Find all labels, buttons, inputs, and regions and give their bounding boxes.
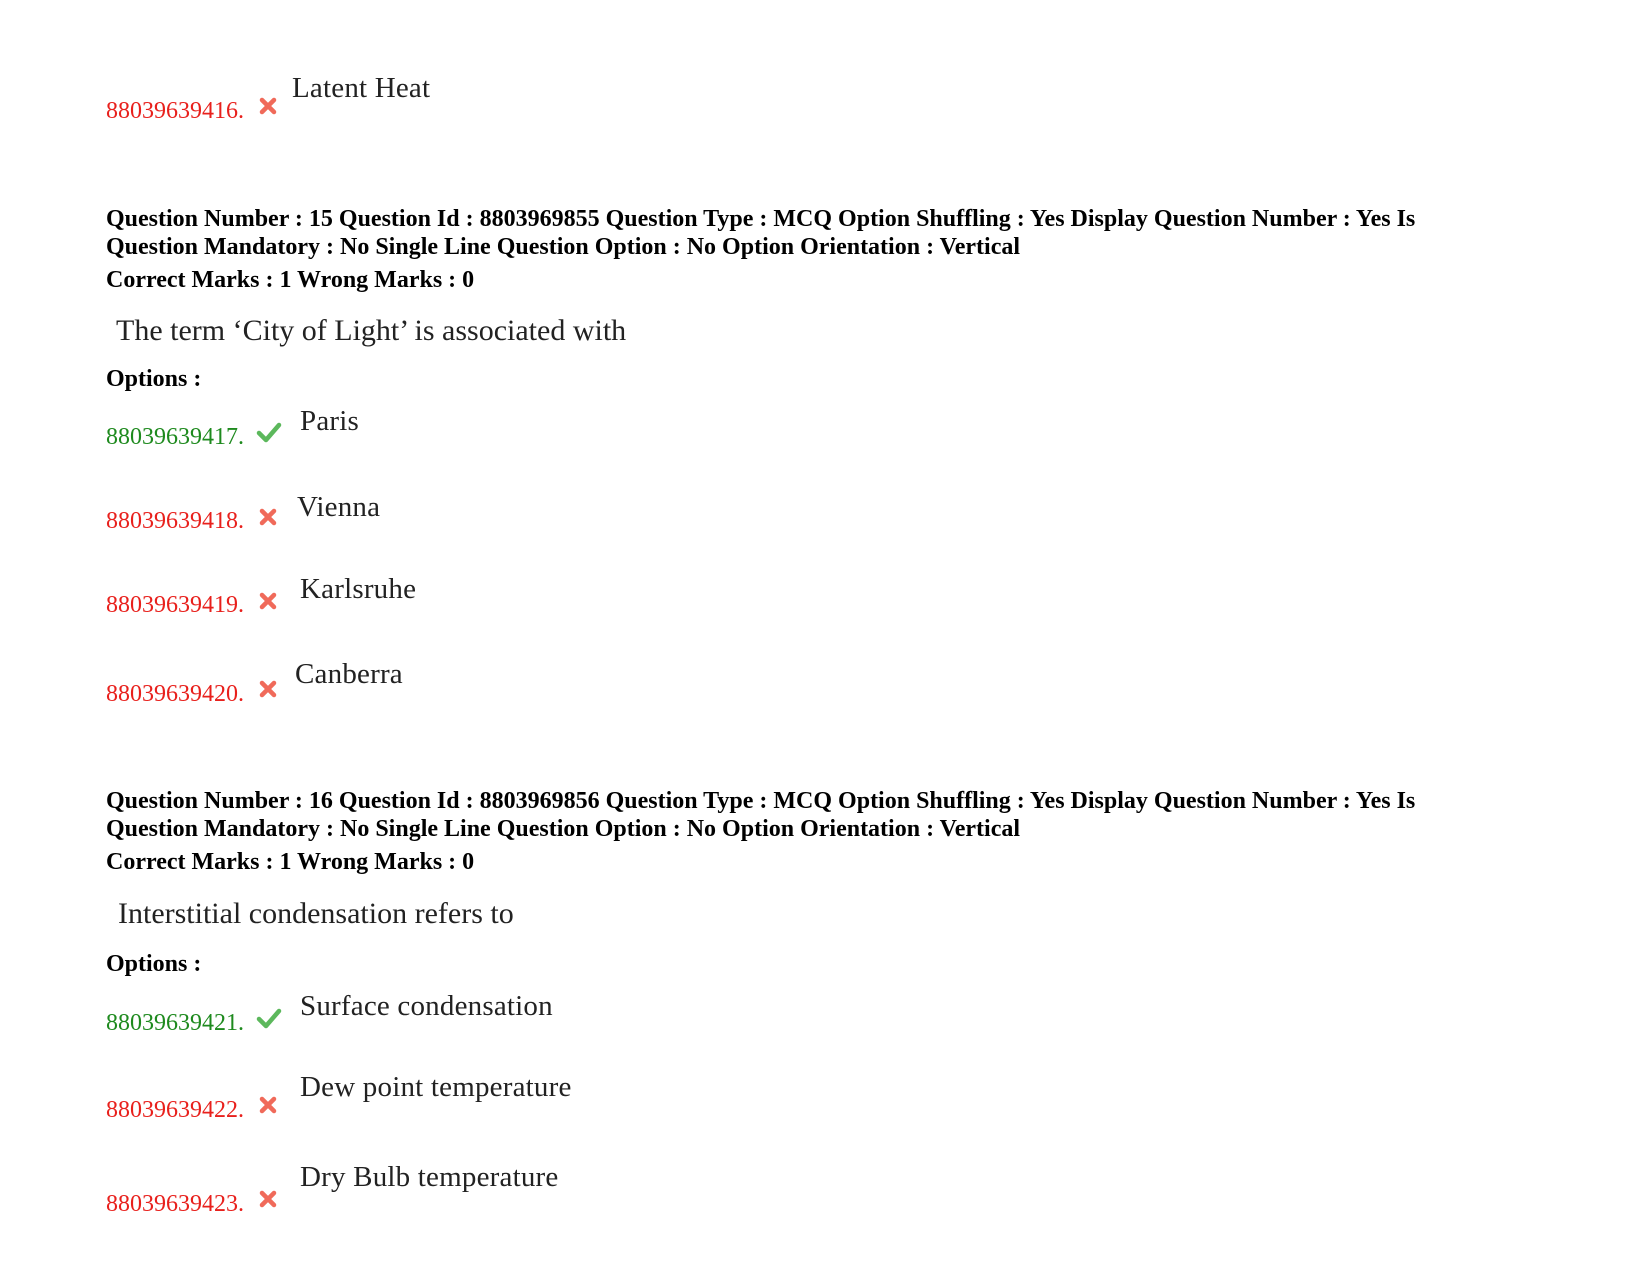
- option-id-88039639416: 88039639416.: [106, 98, 244, 124]
- cross-icon: [257, 1094, 279, 1116]
- question-15-header-line1: Question Number : 15 Question Id : 8803969855 Question Type : MCQ Option Shuffling : Yes Display Question Number : Yes Is: [106, 206, 1416, 232]
- cross-icon: [257, 1188, 279, 1210]
- question-15-header-line2: Question Mandatory : No Single Line Question Option : No Option Orientation : Vertical: [106, 234, 1021, 260]
- option-text-88039639423: Dry Bulb temperature: [300, 1161, 559, 1193]
- question-16-header-line1: Question Number : 16 Question Id : 8803969856 Question Type : MCQ Option Shuffling : Yes Display Question Number : Yes Is: [106, 788, 1416, 814]
- option-id-88039639423: 88039639423.: [106, 1191, 244, 1217]
- option-text-88039639421: Surface condensation: [300, 990, 553, 1022]
- option-id-88039639420: 88039639420.: [106, 681, 244, 707]
- question-15-options-label: Options :: [106, 366, 202, 392]
- question-16-options-label: Options :: [106, 951, 202, 977]
- question-16-header-line2: Question Mandatory : No Single Line Question Option : No Option Orientation : Vertical: [106, 816, 1021, 842]
- option-text-88039639416: Latent Heat: [292, 72, 431, 104]
- option-text-88039639419: Karlsruhe: [300, 573, 417, 605]
- cross-icon: [257, 506, 279, 528]
- option-id-88039639422: 88039639422.: [106, 1097, 244, 1123]
- option-text-88039639422: Dew point temperature: [300, 1071, 572, 1103]
- question-15-marks: Correct Marks : 1 Wrong Marks : 0: [106, 267, 475, 293]
- check-icon: [256, 421, 282, 443]
- check-icon: [256, 1007, 282, 1029]
- question-15-text: The term ‘City of Light’ is associated with: [116, 314, 627, 347]
- question-16-marks: Correct Marks : 1 Wrong Marks : 0: [106, 849, 475, 875]
- cross-icon: [257, 590, 279, 612]
- cross-icon: [257, 678, 279, 700]
- question-16-header: [106, 787, 1546, 843]
- question-15-header: [106, 205, 1546, 261]
- option-id-88039639419: 88039639419.: [106, 592, 244, 618]
- option-id-88039639418: 88039639418.: [106, 508, 244, 534]
- option-id-88039639417: 88039639417.: [106, 424, 244, 450]
- option-text-88039639418: Vienna: [297, 491, 381, 523]
- option-text-88039639420: Canberra: [295, 658, 403, 690]
- cross-icon: [257, 95, 279, 117]
- option-text-88039639417: Paris: [300, 405, 359, 437]
- option-id-88039639421: 88039639421.: [106, 1010, 244, 1036]
- question-16-text: Interstitial condensation refers to: [118, 897, 514, 930]
